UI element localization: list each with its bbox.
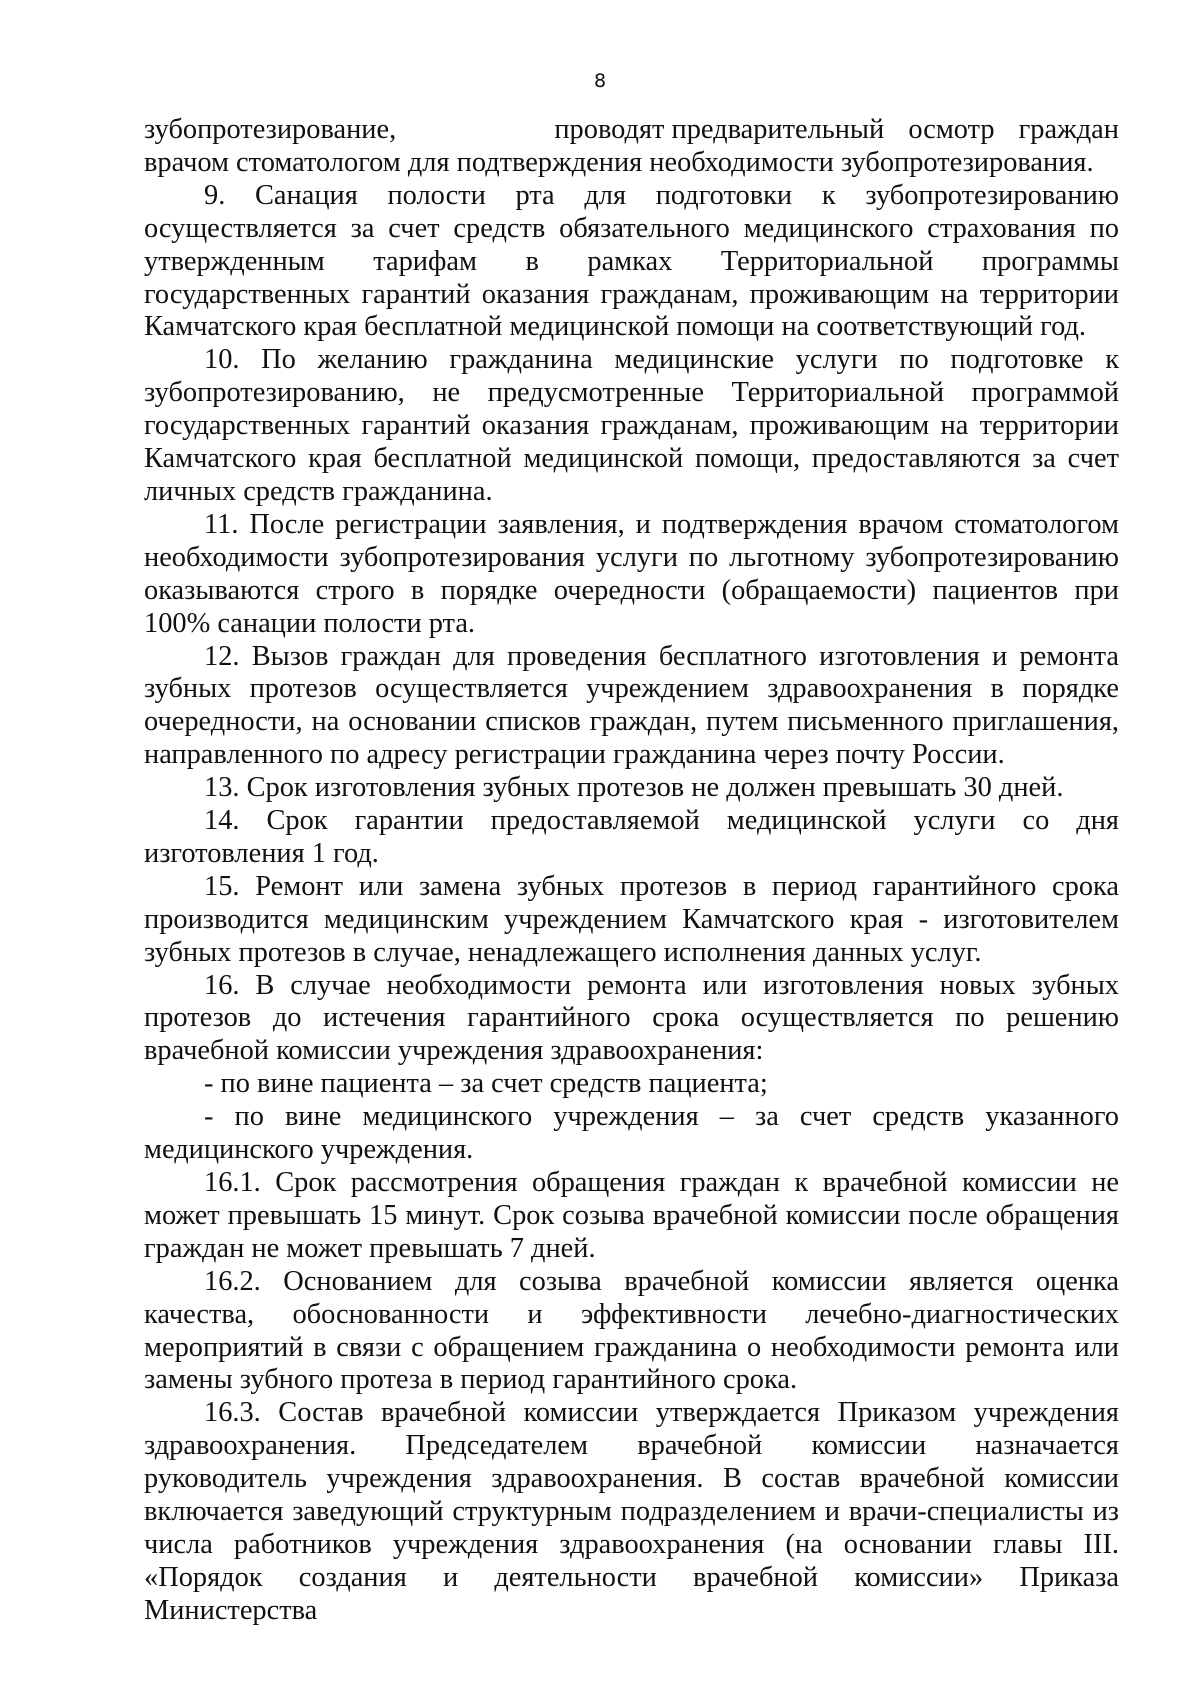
- paragraph-11: 11. После регистрации заявления, и подтверждения врачом стоматологом необходимости зубопротезирования услуги по льготному зубопротезированию оказываются строго в порядке очередности (обращаемости) пациентов при 100% санации полости рта.: [144, 508, 1119, 639]
- paragraph-16-item-a: - по вине пациента – за счет средств пациента;: [204, 1068, 768, 1100]
- continuation-line-2: врачом стоматологом для подтверждения необходимости зубопротезирования.: [144, 146, 1094, 178]
- continuation-word: граждан: [1018, 114, 1119, 145]
- continuation-word: осмотр: [908, 114, 995, 145]
- spacer: [420, 114, 530, 147]
- paragraph-16: 16. В случае необходимости ремонта или изготовления новых зубных протезов до истечения гарантийного срока осуществляется по решению врачебной комиссии учреждения здравоохранения:: [144, 969, 1119, 1067]
- paragraph-14: 14. Срок гарантии предоставляемой медицинской услуги со дня изготовления 1 год.: [144, 805, 1119, 869]
- document-body: [144, 114, 1119, 1628]
- paragraph-12: 12. Вызов граждан для проведения бесплатного изготовления и ремонта зубных протезов осуществляется учреждением здравоохранения в порядке очередности, на основании списков граждан, путем письменного приглашения, направленного по адресу регистрации гражданина через почту России.: [144, 640, 1119, 771]
- paragraph-13: 13. Срок изготовления зубных протезов не должен превышать 30 дней.: [204, 772, 1064, 804]
- continuation-word: зубопротезирование,: [144, 114, 397, 145]
- paragraph-10: 10. По желанию гражданина медицинские услуги по подготовке к зубопротезированию, не предусмотренные Территориальной программой государственных гарантий оказания гражданам, проживающим на территории Камчатского края бесплатной медицинской помощи, предоставляются за счет личных средств гражданина.: [144, 344, 1119, 507]
- paragraph-16-3: 16.3. Состав врачебной комиссии утверждается Приказом учреждения здравоохранения. Председателем врачебной комиссии назначается руководитель учреждения здравоохранения. В состав врачебной комиссии включается заведующий структурным подразделением и врачи-специалисты из числа работников учреждения здравоохранения (на основании главы III. «Порядок создания и деятельности врачебной комиссии» Приказа Министерства: [144, 1397, 1119, 1626]
- paragraph-9: 9. Санация полости рта для подготовки к зубопротезированию осуществляется за счет средств обязательного медицинского страхования по утвержденным тарифам в рамках Территориальной программы государственных гарантий оказания гражданам, проживающим на территории Камчатского края бесплатной медицинской помощи на соответствующий год.: [144, 179, 1119, 343]
- paragraph-16-1: 16.1. Срок рассмотрения обращения граждан к врачебной комиссии не может превышать 15 минут. Срок созыва врачебной комиссии после обращения граждан не может превышать 7 дней.: [144, 1167, 1119, 1264]
- paragraph-16-item-b: - по вине медицинского учреждения – за счет средств указанного медицинского учреждения.: [144, 1101, 1119, 1166]
- continuation-line-1: [144, 114, 1119, 147]
- page-number: 8: [593, 70, 607, 92]
- paragraph-16-2: 16.2. Основанием для созыва врачебной комиссии является оценка качества, обоснованности и эффективности лечебно-диагностических мероприятий в связи с обращением гражданина о необходимости ремонта или замены зубного протеза в период гарантийного срока.: [144, 1265, 1119, 1396]
- paragraph-15: 15. Ремонт или замена зубных протезов в период гарантийного срока производится медицинским учреждением Камчатского края - изготовителем зубных протезов в случае, ненадлежащего исполнения данных услуг.: [144, 870, 1119, 968]
- continuation-word: проводят предварительный: [554, 114, 885, 145]
